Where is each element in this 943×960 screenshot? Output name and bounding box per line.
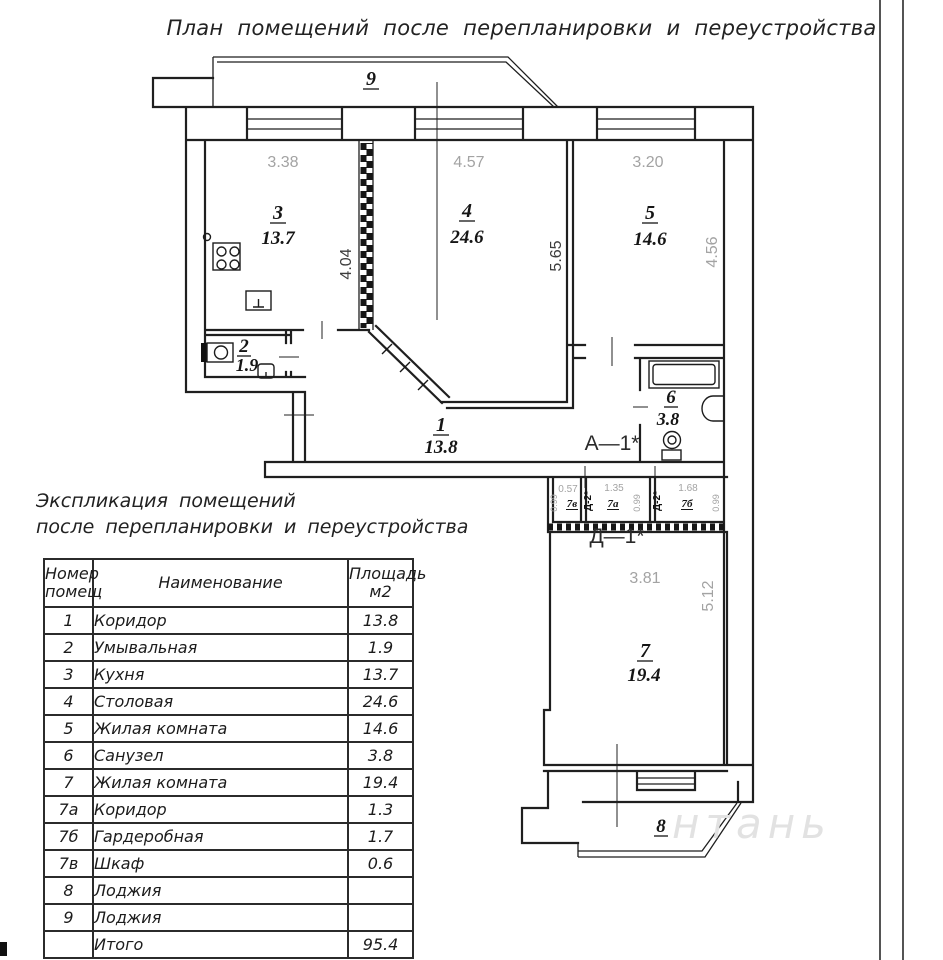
svg-text:19.4: 19.4 — [627, 665, 661, 686]
dim-0-99-c: 0.99 — [711, 494, 721, 512]
dim-3-81: 3.81 — [629, 570, 661, 587]
svg-text:13.7: 13.7 — [261, 228, 295, 249]
closet-label-7a: 7а — [607, 498, 619, 510]
svg-text:8: 8 — [656, 816, 666, 837]
hatched-partitions — [364, 143, 728, 527]
header-area: Площадь м2 — [348, 559, 413, 607]
svg-text:2: 2 — [239, 336, 249, 357]
balcony-9-railing — [213, 57, 558, 107]
table-row: 7б Гардеробная 1.7 — [44, 823, 413, 850]
fixtures — [201, 234, 724, 461]
room-label-6 — [656, 387, 680, 429]
watermark: нтань — [672, 799, 832, 848]
room-label-1 — [424, 414, 458, 458]
dim-3-20: 3.20 — [632, 154, 664, 171]
dim-1-35: 1.35 — [604, 483, 624, 494]
svg-text:1.9: 1.9 — [235, 355, 259, 375]
washbasin-icon — [201, 343, 233, 362]
table-row: 1 Коридор 13.8 — [44, 607, 413, 634]
svg-text:3.8: 3.8 — [656, 409, 680, 429]
dim-0-99-b: 0.99 — [632, 494, 642, 512]
svg-text:5: 5 — [645, 202, 655, 224]
room-label-2 — [236, 336, 259, 375]
dim-4-04: 4.04 — [338, 248, 355, 280]
closet-label-7v: 7в — [566, 498, 578, 510]
table-header-row — [44, 559, 413, 607]
explication-table — [43, 558, 427, 959]
room-label-8 — [654, 816, 668, 837]
svg-text:14.6: 14.6 — [633, 229, 667, 250]
explication-title-line2: после перепланировки и переустройства — [36, 516, 469, 538]
table-row: 9 Лоджия — [44, 904, 413, 931]
basin-icon — [702, 396, 724, 421]
table-row-total: Итого 95.4 — [44, 931, 413, 958]
header-name: Наименование — [93, 559, 348, 607]
table-row: 3 Кухня 13.7 — [44, 661, 413, 688]
room-label-5 — [633, 202, 667, 250]
dim-0-99-a: 0.99 — [549, 494, 559, 512]
toilet-icon — [662, 432, 681, 461]
room-label-9 — [363, 68, 379, 90]
table-row: 6 Санузел 3.8 — [44, 742, 413, 769]
kitchen-sink-icon — [246, 291, 271, 310]
table-row: 5 Жилая комната 14.6 — [44, 715, 413, 742]
dim-4-56: 4.56 — [704, 236, 721, 268]
dim-4-57: 4.57 — [453, 154, 485, 171]
svg-text:3: 3 — [273, 202, 283, 224]
sheet-corner-mark — [0, 942, 7, 956]
dim-5-65: 5.65 — [548, 240, 565, 272]
table-row: 7а Коридор 1.3 — [44, 796, 413, 823]
svg-text:24.6: 24.6 — [450, 227, 484, 248]
mark-d1: Д—1* — [589, 525, 645, 548]
mark-d2-a: Д-2* — [583, 491, 594, 511]
mark-a1: А—1* — [584, 432, 640, 455]
dim-0-57: 0.57 — [558, 484, 578, 495]
closet-label-7b: 7б — [681, 498, 693, 510]
sheet-border — [880, 0, 903, 960]
svg-text:13.8: 13.8 — [424, 437, 458, 458]
svg-text:1: 1 — [436, 414, 446, 436]
room-label-3 — [261, 202, 296, 249]
svg-text:4: 4 — [462, 200, 472, 222]
table-row: 2 Умывальная 1.9 — [44, 634, 413, 661]
dim-3-38: 3.38 — [267, 154, 299, 171]
stove-icon — [213, 243, 240, 270]
room-label-4 — [449, 200, 484, 248]
svg-text:7: 7 — [640, 640, 650, 662]
svg-text:6: 6 — [666, 387, 676, 408]
table-row: 4 Столовая 24.6 — [44, 688, 413, 715]
dim-5-12: 5.12 — [700, 580, 717, 612]
bathtub-icon — [649, 361, 719, 388]
dim-1-68: 1.68 — [678, 483, 698, 494]
page-title: План помещений после перепланировки и переустройства — [166, 16, 877, 40]
mark-d2-b: Д-2* — [652, 491, 663, 511]
svg-text:9: 9 — [366, 68, 376, 90]
room-label-7 — [627, 640, 660, 686]
table-row: 8 Лоджия — [44, 877, 413, 904]
table-row: 7 Жилая комната 19.4 — [44, 769, 413, 796]
table-row: 7в Шкаф 0.6 — [44, 850, 413, 877]
explication-title-line1: Экспликация помещений — [36, 490, 296, 512]
header-number: Номер помещ — [44, 559, 93, 607]
